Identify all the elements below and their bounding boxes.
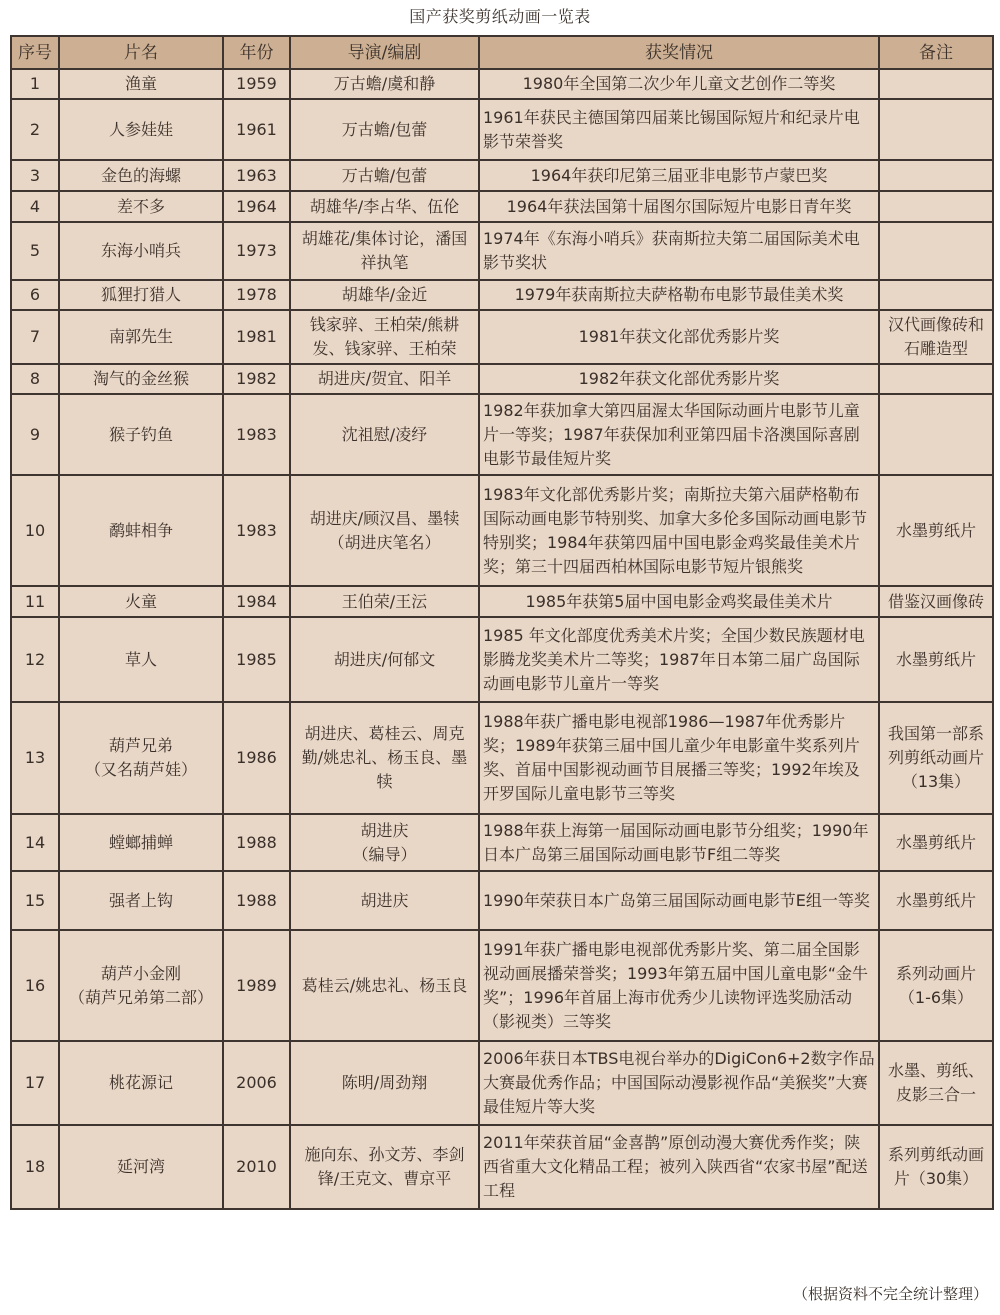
cell-director: 王伯荣/王沄 [290,586,479,617]
table-row [11,99,993,160]
cell-no: 15 [11,871,59,930]
cell-note: 水墨剪纸片 [879,475,993,586]
table-row [11,871,993,930]
header-no: 序号 [11,36,59,69]
cell-note [879,394,993,475]
cell-director: 胡进庆/贺宜、阳羊 [290,364,479,394]
cell-year: 1983 [223,394,290,475]
cell-no: 13 [11,702,59,814]
cell-year: 1964 [223,191,290,222]
header-name: 片名 [59,36,223,69]
cell-awards: 2006年获日本TBS电视台举办的DigiCon6+2数字作品大赛最优秀作品；中国国际动漫影视作品“美猴奖”大赛最佳短片等大奖 [479,1041,879,1125]
cell-name: 人参娃娃 [59,99,223,160]
cell-director: 沈祖慰/凌纾 [290,394,479,475]
cell-note [879,280,993,310]
cell-director: 胡雄花/集体讨论，潘国祥执笔 [290,222,479,280]
cell-director: 胡雄华/李占华、伍伦 [290,191,479,222]
cell-director: 胡进庆/何郁文 [290,617,479,702]
cell-director: 陈明/周劲翔 [290,1041,479,1125]
cell-no: 4 [11,191,59,222]
table-row [11,930,993,1041]
header-year: 年份 [223,36,290,69]
cell-year: 1986 [223,702,290,814]
cell-awards: 1974年《东海小哨兵》获南斯拉夫第二届国际美术电影节奖状 [479,222,879,280]
cell-name: 鹬蚌相争 [59,475,223,586]
cell-no: 3 [11,160,59,191]
cell-year: 1981 [223,310,290,364]
cell-note: 我国第一部系列剪纸动画片（13集） [879,702,993,814]
header-director: 导演/编剧 [290,36,479,69]
cell-note: 汉代画像砖和石雕造型 [879,310,993,364]
cell-director: 胡进庆 （编导） [290,814,479,871]
cell-year: 2006 [223,1041,290,1125]
cell-awards: 2011年荣获首届“金喜鹊”原创动漫大赛优秀作奖；陕西省重大文化精品工程；被列入陕西省“农家书屋”配送工程 [479,1125,879,1209]
cell-no: 6 [11,280,59,310]
cell-year: 1988 [223,871,290,930]
cell-awards: 1982年获加拿大第四届渥太华国际动画片电影节儿童片一等奖；1987年获保加利亚第四届卡洛澳国际喜剧电影节最佳短片奖 [479,394,879,475]
cell-year: 1959 [223,69,290,99]
table-row [11,814,993,871]
cell-note [879,222,993,280]
table-row [11,702,993,814]
cell-name: 东海小哨兵 [59,222,223,280]
cell-director: 胡进庆/顾汉昌、墨犊（胡进庆笔名） [290,475,479,586]
cell-awards: 1964年获印尼第三届亚非电影节卢蒙巴奖 [479,160,879,191]
cell-awards: 1985 年文化部度优秀美术片奖；全国少数民族题材电影腾龙奖美术片二等奖；1987年日本第二届广岛国际动画电影节儿童片一等奖 [479,617,879,702]
table-row [11,1125,993,1209]
cell-name: 狐狸打猎人 [59,280,223,310]
table-row [11,617,993,702]
cell-no: 14 [11,814,59,871]
cell-no: 16 [11,930,59,1041]
cell-year: 1982 [223,364,290,394]
cell-no: 5 [11,222,59,280]
awards-table [10,35,994,1210]
table-row [11,160,993,191]
cell-name: 葫芦小金刚 （葫芦兄弟第二部） [59,930,223,1041]
cell-awards: 1961年获民主德国第四届莱比锡国际短片和纪录片电影节荣誉奖 [479,99,879,160]
cell-director: 万古蟾/包蕾 [290,99,479,160]
table-title: 国产获奖剪纸动画一览表 [409,7,591,26]
cell-awards: 1988年获上海第一届国际动画电影节分组奖；1990年日本广岛第三届国际动画电影节F组二等奖 [479,814,879,871]
cell-awards: 1981年获文化部优秀影片奖 [479,310,879,364]
cell-year: 1961 [223,99,290,160]
cell-year: 1973 [223,222,290,280]
cell-note [879,160,993,191]
cell-director: 万古蟾/虞和静 [290,69,479,99]
cell-note: 水墨剪纸片 [879,814,993,871]
cell-director: 胡雄华/金近 [290,280,479,310]
cell-no: 10 [11,475,59,586]
cell-awards: 1983年文化部优秀影片奖；南斯拉夫第六届萨格勒布国际动画电影节特别奖、加拿大多伦多国际动画电影节特别奖；1984年获第四届中国电影金鸡奖最佳美术片奖；第三十四届西柏林国际电影节短片银熊奖 [479,475,879,586]
table-body [11,69,993,1209]
cell-awards: 1982年获文化部优秀影片奖 [479,364,879,394]
cell-name: 淘气的金丝猴 [59,364,223,394]
cell-awards: 1979年获南斯拉夫萨格勒布电影节最佳美术奖 [479,280,879,310]
cell-awards: 1985年获第5届中国电影金鸡奖最佳美术片 [479,586,879,617]
table-row [11,191,993,222]
cell-awards: 1991年获广播电影电视部优秀影片奖、第二届全国影视动画展播荣誉奖；1993年第五届中国儿童电影“金牛奖”；1996年首届上海市优秀少儿读物评选奖励活动（影视类）三等奖 [479,930,879,1041]
header-note: 备注 [879,36,993,69]
cell-no: 7 [11,310,59,364]
cell-name: 延河湾 [59,1125,223,1209]
cell-name: 火童 [59,586,223,617]
table-row [11,69,993,99]
cell-note: 水墨剪纸片 [879,871,993,930]
table-row [11,222,993,280]
cell-name: 螳螂捕蝉 [59,814,223,871]
cell-name: 渔童 [59,69,223,99]
cell-name: 差不多 [59,191,223,222]
table-row [11,394,993,475]
cell-note: 水墨、剪纸、皮影三合一 [879,1041,993,1125]
cell-note [879,191,993,222]
cell-name: 强者上钩 [59,871,223,930]
cell-name: 草人 [59,617,223,702]
table-row [11,310,993,364]
cell-no: 9 [11,394,59,475]
cell-director: 胡进庆、葛桂云、周克勤/姚忠礼、杨玉良、墨犊 [290,702,479,814]
cell-no: 12 [11,617,59,702]
table-header-row [11,36,993,69]
cell-director: 万古蟾/包蕾 [290,160,479,191]
cell-no: 18 [11,1125,59,1209]
cell-year: 1989 [223,930,290,1041]
footnote: （根据资料不完全统计整理） [792,1285,988,1303]
cell-note [879,364,993,394]
cell-awards: 1990年荣获日本广岛第三届国际动画电影节E组一等奖 [479,871,879,930]
cell-no: 2 [11,99,59,160]
cell-year: 2010 [223,1125,290,1209]
cell-name: 南郭先生 [59,310,223,364]
cell-year: 1984 [223,586,290,617]
cell-name: 葫芦兄弟 （又名葫芦娃） [59,702,223,814]
cell-name: 猴子钓鱼 [59,394,223,475]
cell-awards: 1980年全国第二次少年儿童文艺创作二等奖 [479,69,879,99]
cell-year: 1983 [223,475,290,586]
table-row [11,1041,993,1125]
header-awards: 获奖情况 [479,36,879,69]
cell-note [879,99,993,160]
cell-no: 17 [11,1041,59,1125]
cell-note: 系列动画片 （1-6集） [879,930,993,1041]
cell-director: 钱家骍、王柏荣/熊耕发、钱家骍、王柏荣 [290,310,479,364]
cell-no: 1 [11,69,59,99]
cell-director: 胡进庆 [290,871,479,930]
cell-awards: 1988年获广播电影电视部1986—1987年优秀影片奖；1989年获第三届中国儿童少年电影童牛奖系列片奖、首届中国影视动画节目展播三等奖；1992年埃及开罗国际儿童电影节三等奖 [479,702,879,814]
cell-no: 8 [11,364,59,394]
cell-awards: 1964年获法国第十届图尔国际短片电影日青年奖 [479,191,879,222]
cell-year: 1988 [223,814,290,871]
cell-name: 桃花源记 [59,1041,223,1125]
table-row [11,280,993,310]
table-row [11,364,993,394]
cell-no: 11 [11,586,59,617]
cell-director: 施向东、孙文芳、李剑锋/王克文、曹京平 [290,1125,479,1209]
table-row [11,586,993,617]
cell-note: 水墨剪纸片 [879,617,993,702]
table-row [11,475,993,586]
cell-director: 葛桂云/姚忠礼、杨玉良 [290,930,479,1041]
cell-note: 系列剪纸动画片（30集） [879,1125,993,1209]
cell-year: 1985 [223,617,290,702]
cell-name: 金色的海螺 [59,160,223,191]
cell-note [879,69,993,99]
cell-note: 借鉴汉画像砖 [879,586,993,617]
cell-year: 1963 [223,160,290,191]
cell-year: 1978 [223,280,290,310]
